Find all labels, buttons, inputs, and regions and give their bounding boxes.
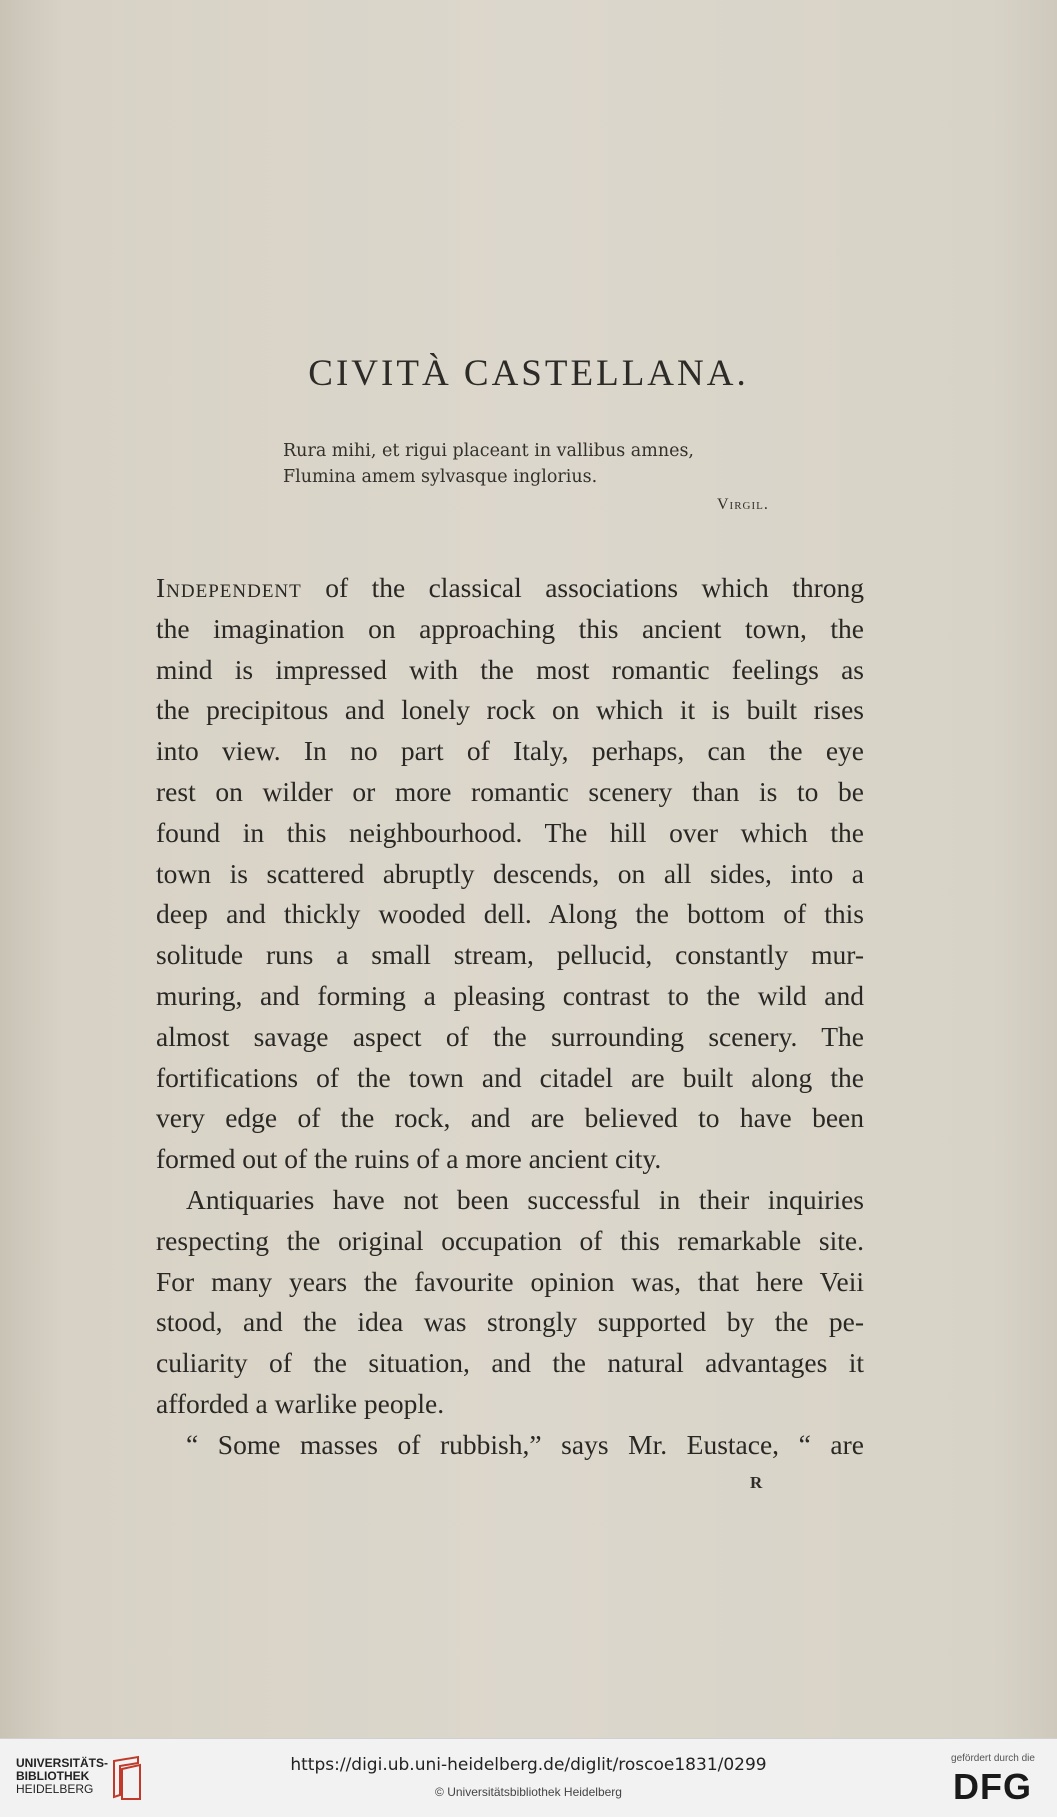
text-line: formed out of the ruins of a more ancient city. [156,1143,662,1175]
dfg-logo: DFG [953,1766,1032,1807]
text-line: the imagination on approaching this ancient town, the [156,612,864,644]
lead-word: Independent [156,572,302,603]
library-name-line: HEIDELBERG [16,1782,94,1796]
text-line: rest on wilder or more romantic scenery than is to be [156,775,864,807]
epigraph [283,438,803,490]
text-line: almost savage aspect of the surrounding scenery. The [156,1020,864,1052]
text-line: very edge of the rock, and are believed to have been [156,1102,864,1134]
text-line: afforded a warlike people. [156,1387,445,1419]
page-title: CIVITÀ CASTELLANA. [308,353,749,394]
text-line: respecting the original occupation of this remarkable site. [156,1224,864,1256]
copyright-notice: © Universitätsbibliothek Heidelberg [435,1785,622,1799]
text-line: muring, and forming a pleasing contrast to the wild and [156,979,864,1011]
text-line: “ Some masses of rubbish,” says Mr. Eustace, “ are [186,1428,864,1460]
library-name-line: BIBLIOTHEK [16,1769,90,1783]
text-line: culiarity of the situation, and the natural advantages it [156,1347,864,1379]
lead-line-rest: of the classical associations which throng [301,572,864,603]
text-line: fortifications of the town and citadel are built along the [156,1061,864,1093]
text-line: mind is impressed with the most romantic feelings as [156,653,864,685]
epigraph-attribution: Virgil. [717,496,769,513]
text-line: stood, and the idea was strongly supported by the pe- [156,1306,864,1338]
footer-bar [0,1738,1057,1817]
text-line: For many years the favourite opinion was, that here Veii [156,1265,864,1297]
text-line [156,568,864,609]
text-line: town is scattered abruptly descends, on all sides, into a [156,857,864,889]
epigraph-line: Flumina amem sylvasque inglorius. [283,467,598,487]
body-text [156,568,864,1466]
library-name-line: UNIVERSITÄTS- [16,1756,109,1770]
text-line: the precipitous and lonely rock on which it is built rises [156,694,864,726]
epigraph-line: Rura mihi, et rigui placeant in vallibus amnes, [283,441,694,461]
text-line: found in this neighbourhood. The hill over which the [156,816,864,848]
text-line: Antiquaries have not been successful in their inquiries [186,1183,864,1215]
text-line: deep and thickly wooded dell. Along the bottom of this [156,898,864,930]
text-line: solitude runs a small stream, pellucid, constantly mur- [156,939,864,971]
text-line: into view. In no part of Italy, perhaps, can the eye [156,735,864,767]
funded-by-label: gefördert durch die [951,1753,1035,1764]
permalink-url[interactable]: https://digi.ub.uni-heidelberg.de/diglit/roscoe1831/0299 [290,1755,767,1775]
signature-mark: R [750,1473,763,1492]
